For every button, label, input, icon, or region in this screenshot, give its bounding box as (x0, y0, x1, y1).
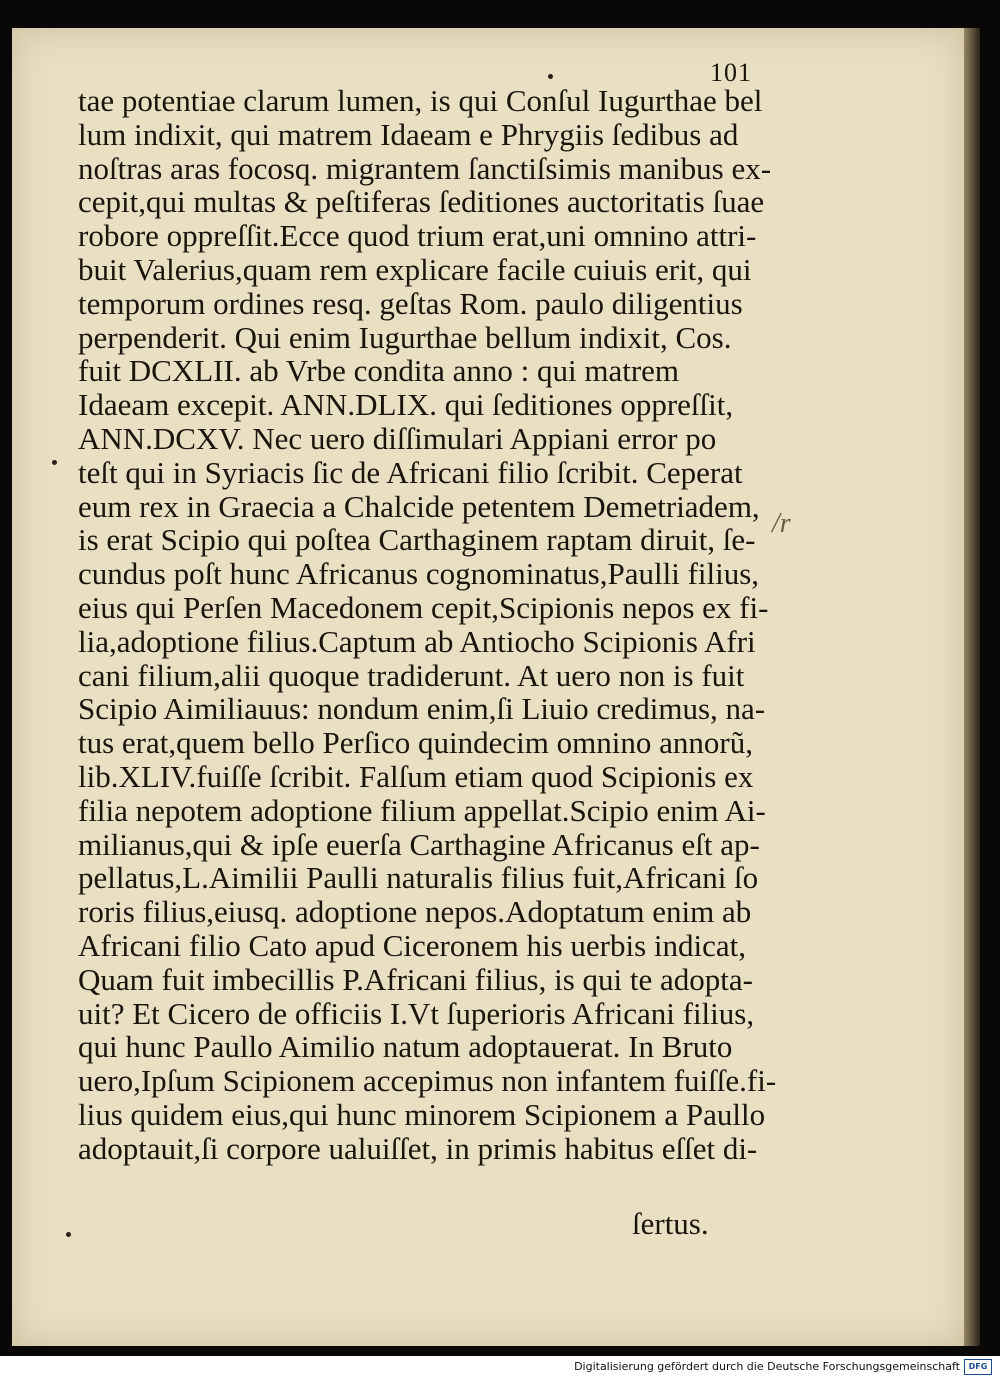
text-line: filia nepotem adoptione filium appellat.Scipio enim Ai- (78, 792, 766, 828)
text-line: lius quidem eius,qui hunc minorem Scipionem a Paullo (78, 1096, 766, 1132)
text-line: Scipio Aimiliauus: nondum enim,ſi Liuio credimus, na- (78, 691, 766, 727)
text-line: lib.XLIV.fuiſſe ſcribit. Falſum etiam quod Scipionis ex (78, 758, 754, 794)
text-line: temporum ordines resq. geſtas Rom. paulo diligentius (78, 285, 743, 321)
text-line: milianus,qui & ipſe euerſa Carthagine Africanus eſt ap- (78, 826, 760, 862)
text-line: cundus poſt hunc Africanus cognominatus,Paulli filius, (78, 556, 760, 592)
text-line: lia,adoptione filius.Captum ab Antiocho Scipionis Afri (78, 623, 756, 659)
text-line: uero,Ipſum Scipionem accepimus non infantem fuiſſe.fi- (78, 1063, 777, 1099)
text-line: Quam fuit imbecillis P.Africani filius, is qui te adopta- (78, 961, 753, 997)
ink-speck (548, 74, 553, 79)
text-line: fuit DCXLII. ab Vrbe condita anno : qui matrem (78, 353, 680, 389)
text-line: roris filius,eiusq. adoptione nepos.Adoptatum enim ab (78, 894, 752, 930)
ink-speck (66, 1232, 71, 1237)
page-number: 101 (710, 58, 752, 87)
text-line: robore oppreſſit.Ecce quod trium erat,uni omnino attri- (78, 218, 757, 254)
text-line: perpenderit. Qui enim Iugurthae bellum indixit, Cos. (78, 319, 732, 355)
text-line: eum rex in Graecia a Chalcide petentem Demetriadem, (78, 488, 760, 524)
dfg-logo: DFG (964, 1359, 992, 1375)
text-line: lum indixit, qui matrem Idaeam e Phrygiis ſedibus ad (78, 116, 739, 152)
text-line: qui hunc Paullo Aimilio natum adoptauerat. In Bruto (78, 1029, 733, 1065)
text-line: Africani filio Cato apud Ciceronem his uerbis indicat, (78, 927, 747, 963)
body-text (78, 84, 798, 1166)
text-line: tus erat,quem bello Perſico quindecim omnino annorũ, (78, 725, 753, 761)
text-line: noſtras aras focosq. migrantem ſanctiſsimis manibus ex- (78, 150, 772, 186)
text-line: cani filium,alii quoque tradiderunt. At uero non is fuit (78, 657, 745, 693)
text-line: pellatus,L.Aimilii Paulli naturalis filius fuit,Africani ſo (78, 860, 759, 896)
text-line: tae potentiae clarum lumen, is qui Conſul Iugurthae bel (78, 83, 763, 118)
text-line: adoptauit,ſi corpore ualuiſſet, in primis habitus eſſet di- (78, 1130, 758, 1166)
text-line: is erat Scipio qui poſtea Carthaginem raptam diruit, ſe- (78, 522, 756, 558)
footer-bar (0, 1356, 1000, 1378)
final-word: ſertus. (632, 1206, 709, 1241)
ink-speck (52, 460, 57, 465)
text-line: eius qui Perſen Macedonem cepit,Scipionis nepos ex fi- (78, 589, 769, 625)
digitization-credit: Digitalisierung gefördert durch die Deutsche Forschungsgemeinschaft (574, 1360, 960, 1373)
text-line: Idaeam excepit. ANN.DLIX. qui ſeditiones oppreſſit, (78, 387, 734, 423)
text-line: uit? Et Cicero de officiis I.Vt ſuperioris Africani filius, (78, 995, 755, 1031)
margin-annotation: /r (772, 508, 791, 539)
text-line: teſt qui in Syriacis ſic de Africani filio ſcribit. Ceperat (78, 454, 743, 490)
text-line: buit Valerius,quam rem explicare facile cuiuis erit, qui (78, 251, 752, 287)
text-line: cepit,qui multas & peſtiferas ſeditiones auctoritatis ſuae (78, 184, 765, 220)
text-line: ANN.DCXV. Nec uero diſſimulari Appiani error po (78, 420, 717, 456)
